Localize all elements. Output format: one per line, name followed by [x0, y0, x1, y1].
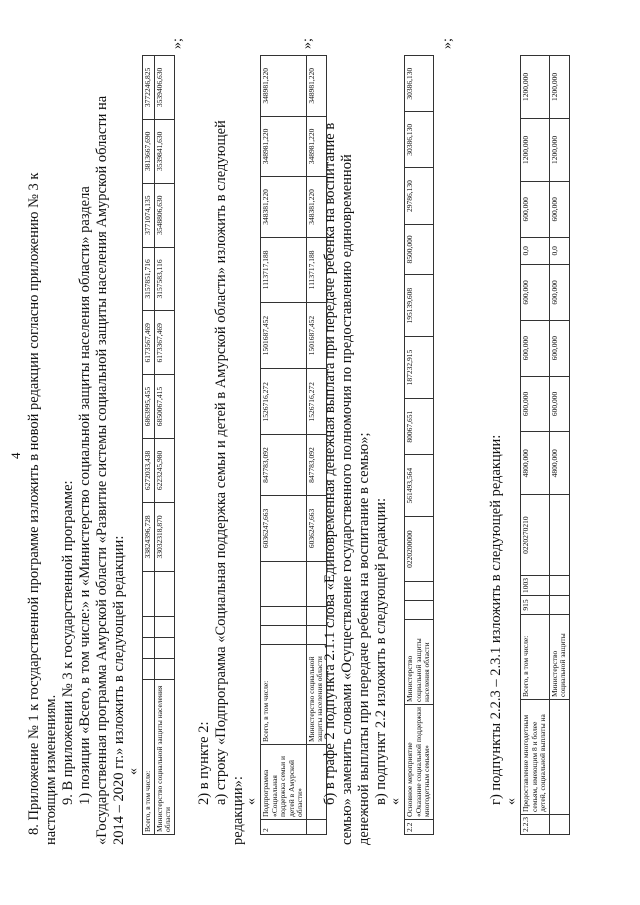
- paragraph-8: 8. Приложение № 1 к государственной программе изложить в новой редакции согласно приложению № 3 к: [26, 172, 42, 835]
- paragraph-9-2-v: в) подпункт 2.2 изложить в следующей редакции:: [373, 497, 389, 805]
- quote-close: »;: [170, 38, 185, 49]
- quote-close: »;: [300, 38, 315, 49]
- paragraph-8-cont: настоящим изменениям.: [43, 694, 59, 845]
- paragraph-9-2-b-end: денежной выплаты при передаче ребенка на воспитание в семью»;: [356, 432, 372, 845]
- quote-open: «: [126, 768, 141, 775]
- paragraph-9-1: 1) позиции «Всего, в том числе:» и «Министерство социальной защиты населения области» раздела: [77, 186, 93, 805]
- paragraph-9-1-cont: «Государственная программа Амурской области «Развитие системы социальной защиты населения Амурской области на: [94, 95, 110, 845]
- paragraph-9-2-a-cont: редакции»:: [230, 776, 246, 845]
- quote-open: «: [504, 798, 519, 805]
- table-row: 2.2 Основное мероприятие «Оказание социальной поддержки многодетным семьям» Министерство социальной защиты населения области 0220200000 561493,564 80067,651 187232,915 195139,608 8500,000 29786,130 30386,130 30386,130: [405, 56, 434, 835]
- quote-open: «: [244, 798, 259, 805]
- paragraph-9-1-end: 2014 – 2020 гг.» изложить в следующей редакции:: [111, 535, 127, 845]
- table-row: Министерство социальной защиты населения области 33032318,870 6223245,980 6850067,415 6173367,469 3157583,116 3548806,630 3539841,630 3539406,630: [154, 56, 174, 835]
- paragraph-9-2-a: а) строку «Подпрограмма «Социальная поддержка семьи и детей в Амурской области» изложить в следующей: [213, 120, 229, 805]
- table-total: [142, 55, 175, 835]
- table-row: Всего, в том числе: 33824396,728 6272033,438 6863995,455 6173567,469 3157851,716 3771074,135 3813667,690 3772246,825: [143, 56, 155, 835]
- table-row: Министерство социальной защиты населения области 6036247,663 847783,092 1526716,272 1501687,452 1113717,188 348381,220 348981,220 348981,220: [306, 56, 326, 835]
- paragraph-9-2-b: б) в графе 2 подпункта 2.1.1 слова «Единовременная денежная выплата при передаче ребенка на воспитание в: [322, 122, 338, 805]
- paragraph-9-2: 2) в пункте 2:: [196, 721, 212, 805]
- table-row: 2.2.3 Предоставление многодетным семьям, имеющим 8 и более детей, социальной выплаты на Всего, в том числе: 915 1003 0220270210 4800,000 600,000 600,000 600,000 0,0 600,000 1200,000 1200,000: [521, 56, 550, 835]
- paragraph-9-2-g: г) подпункты 2.2.3 – 2.3.1 изложить в следующей редакции:: [488, 434, 504, 805]
- table-row: Министерство социальной защиты 4800,000 600,000 600,000 600,000 0,0 600,000 1200,000 1200,000: [549, 56, 569, 835]
- quote-close: »;: [440, 38, 455, 49]
- page-number: 4: [8, 452, 23, 459]
- table-item-2-2: [404, 55, 434, 835]
- quote-open: «: [388, 798, 403, 805]
- table-row: 2 Подпрограмма «Социальная поддержка семьи и детей в Амурской области» Всего, в том числе: 6036247,663 847783,092 1526716,272 1501687,452 1113717,188 348381,220 348981,220 348981,220: [261, 56, 307, 835]
- paragraph-9: 9. В приложении № 3 к государственной программе:: [60, 480, 76, 805]
- table-items-2-2-3: [520, 55, 570, 835]
- paragraph-9-2-b-cont: семью» заменить словами «Осуществление государственного полномочия по предоставлению единовременной: [339, 154, 355, 845]
- table-subprogram: [260, 55, 327, 835]
